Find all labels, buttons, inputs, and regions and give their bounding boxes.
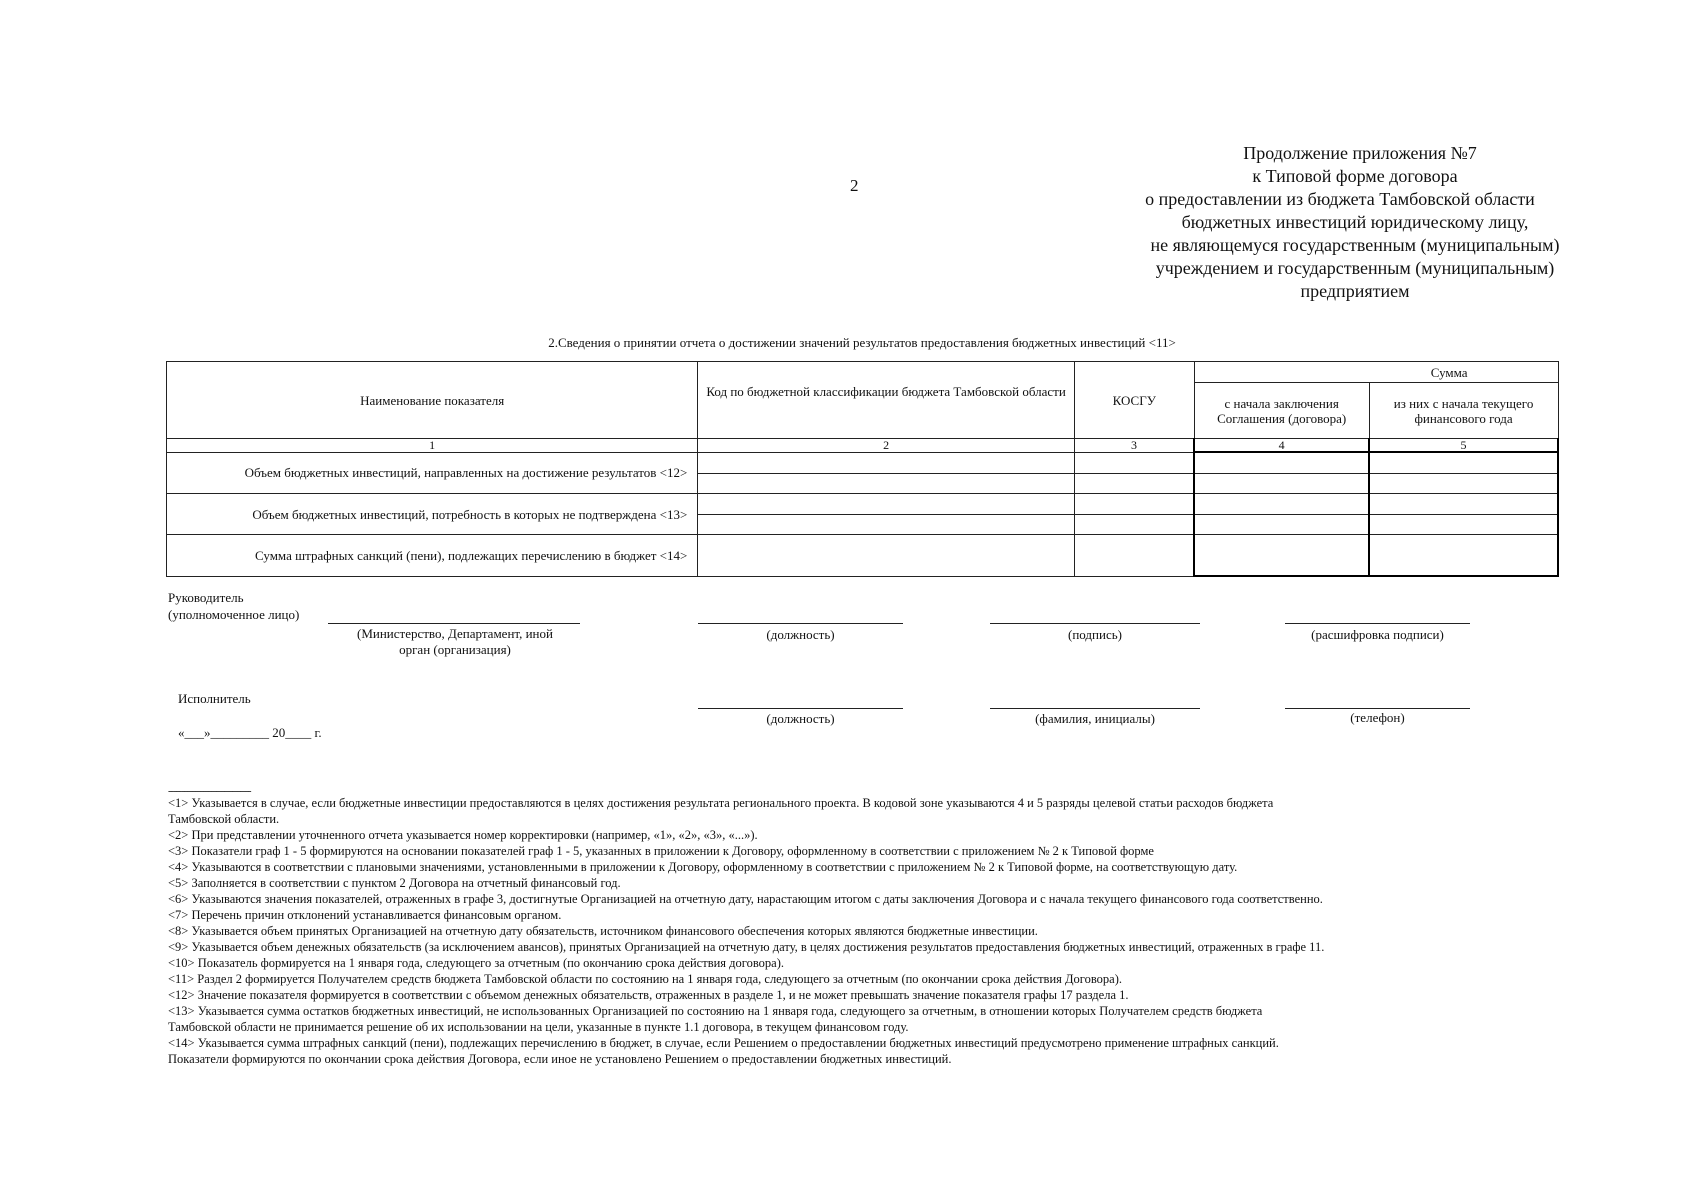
col-number: 5 [1369,439,1558,453]
heading-line: учреждением и государственным (муниципальным) [1155,258,1555,278]
header-kosgu: КОСГУ [1074,362,1194,439]
table-row [167,494,1559,535]
footnote: <7> Перечень причин отклонений устанавливается финансовым органом. [168,908,562,922]
signature-line[interactable] [990,623,1200,624]
footnote: <5> Заполняется в соответствии с пунктом 2 Договора на отчетный финансовый год. [168,876,621,890]
col-number: 3 [1074,439,1194,453]
decoding-caption: (расшифровка подписи) [1311,627,1444,642]
executor-name-caption: (фамилия, инициалы) [1035,711,1155,726]
table-row [167,452,1559,494]
header-code: Код по бюджетной классификации бюджета Тамбовской области [698,362,1075,439]
header-sum-year: из них с начала текущего финансового года [1369,383,1558,439]
footnote: <1> Указывается в случае, если бюджетные инвестиции предоставляются в целях достижения результата регионального проекта. В кодовой зоне указываются 4 и 5 разряды целевой статьи расходов бюджета [168,796,1274,810]
decoding-signature-line[interactable] [1285,623,1470,624]
heading-line: Продолжение приложения №7 [1243,143,1477,163]
table-row [167,535,1559,577]
footnote: <11> Раздел 2 формируется Получателем средств бюджета Тамбовской области по состоянию на 1 января года, следующего за отчетным (по окончании срока действия Договора). [168,972,1123,986]
footnote: Тамбовской области. [168,812,280,826]
org-caption [320,626,590,658]
table-cell[interactable] [698,494,1075,535]
footnote: <6> Указываются значения показателей, отраженных в графе 3, достигнутые Организацией на отчетную дату, нарастающим итогом с даты заключения Договора и с начала текущего финансового года соответственно. [168,892,1323,906]
footnote: <9> Указывается объем денежных обязательств (за исключением авансов), принятых Организацией на отчетную дату, в целях достижения результатов предоставления бюджетных инвестиций, отраженных в графе 11. [168,940,1325,954]
appendix-heading [1100,142,1580,303]
table-cell[interactable] [1369,535,1558,577]
table-cell[interactable] [1074,494,1194,535]
executor-position-line[interactable] [698,708,903,709]
position-caption: (должность) [766,627,835,642]
org-caption-line: орган (организация) [399,642,511,657]
date-line[interactable]: «___»_________ 20____ г. [178,725,322,740]
footnote: <13> Указывается сумма остатков бюджетных инвестиций, не использованных Организацией по состоянию на 1 января года, следующего за отчетным, в отношении которых Получателем средств бюджета [168,1004,1263,1018]
heading-line: о предоставлении из бюджета Тамбовской области [1145,189,1535,209]
executor-phone-line[interactable] [1285,708,1470,709]
footnotes [168,795,1568,1067]
col-number: 4 [1194,439,1369,453]
table-cell[interactable] [1194,452,1369,494]
row-label: Объем бюджетных инвестиций, потребность в которых не подтверждена <13> [167,494,698,535]
heading-line: предприятием [1300,281,1410,301]
footnote: Показатели формируются по окончании срока действия Договора, если иное не установлено Решением о предоставлении бюджетных инвестиций. [168,1052,952,1066]
head-label-sub: (уполномоченное лицо) [168,607,300,622]
executor-label: Исполнитель [178,691,251,706]
section-title: 2.Сведения о принятии отчета о достижении значений результатов предоставления бюджетных инвестиций <11> [548,335,1176,350]
footnote: <10> Показатель формируется на 1 января года, следующего за отчетным (по окончанию срока действия договора). [168,956,784,970]
table-cell[interactable] [1074,452,1194,494]
row-label: Объем бюджетных инвестиций, направленных на достижение результатов <12> [167,452,698,494]
footnote: <3> Показатели граф 1 - 5 формируются на основании показателей граф 1 - 5, указанных в приложении к Договору, оформленному в соответствии с приложением № 2 к Типовой форме [168,844,1154,858]
executor-position-caption: (должность) [766,711,835,726]
footnote: <2> При представлении уточненного отчета указывается номер корректировки (например, «1», «2», «3», «...»). [168,828,758,842]
col-number: 1 [167,439,698,453]
footnote-separator: ------------------------------- [168,785,251,797]
heading-line: к Типовой форме договора [1252,166,1458,186]
signature-caption: (подпись) [1068,627,1122,642]
head-label: Руководитель [168,590,244,605]
row-label: Сумма штрафных санкций (пени), подлежащих перечислению в бюджет <14> [167,535,698,577]
executor-name-line[interactable] [990,708,1200,709]
table-cell[interactable] [698,535,1075,577]
table-cell[interactable] [1074,535,1194,577]
org-caption-line: (Министерство, Департамент, иной [357,626,553,641]
footnote: <14> Указывается сумма штрафных санкций (пени), подлежащих перечислению в бюджет, в случае, если Решением о предоставлении бюджетных инвестиций предусмотрено применение штрафных санкций. [168,1036,1279,1050]
page-number: 2 [850,176,859,195]
footnote: <12> Значение показателя формируется в соответствии с объемом денежных обязательств, отраженных в разделе 1, и не может превышать значение показателя графы 17 раздела 1. [168,988,1129,1002]
table-cell[interactable] [1369,494,1558,535]
table-cell[interactable] [1194,535,1369,577]
header-sum: Сумма [1194,362,1558,383]
header-sum-total: с начала заключения Соглашения (договора) [1194,383,1369,439]
table-cell[interactable] [698,452,1075,494]
org-signature-line[interactable] [328,623,580,624]
table-cell[interactable] [1194,494,1369,535]
executor-phone-caption: (телефон) [1350,710,1405,725]
position-signature-line[interactable] [698,623,903,624]
table-cell[interactable] [1369,452,1558,494]
footnote: <4> Указываются в соответствии с плановыми значениями, установленными в приложении к Договору, оформленному в соответствии с приложением № 2 к Типовой форме, на соответствующую дату. [168,860,1238,874]
heading-line: бюджетных инвестиций юридическому лицу, [1181,212,1529,232]
heading-line: не являющемуся государственным (муниципальным) [1150,235,1560,255]
report-table [166,361,1559,577]
footnote: <8> Указывается объем принятых Организацией на отчетную дату обязательств, источником финансового обеспечения которых являются бюджетные инвестиции. [168,924,1038,938]
header-name: Наименование показателя [167,362,698,439]
footnote: Тамбовской области не принимается решение об их использовании на цели, указанные в пункте 1.1 договора, в текущем финансовом году. [168,1020,909,1034]
col-number: 2 [698,439,1075,453]
